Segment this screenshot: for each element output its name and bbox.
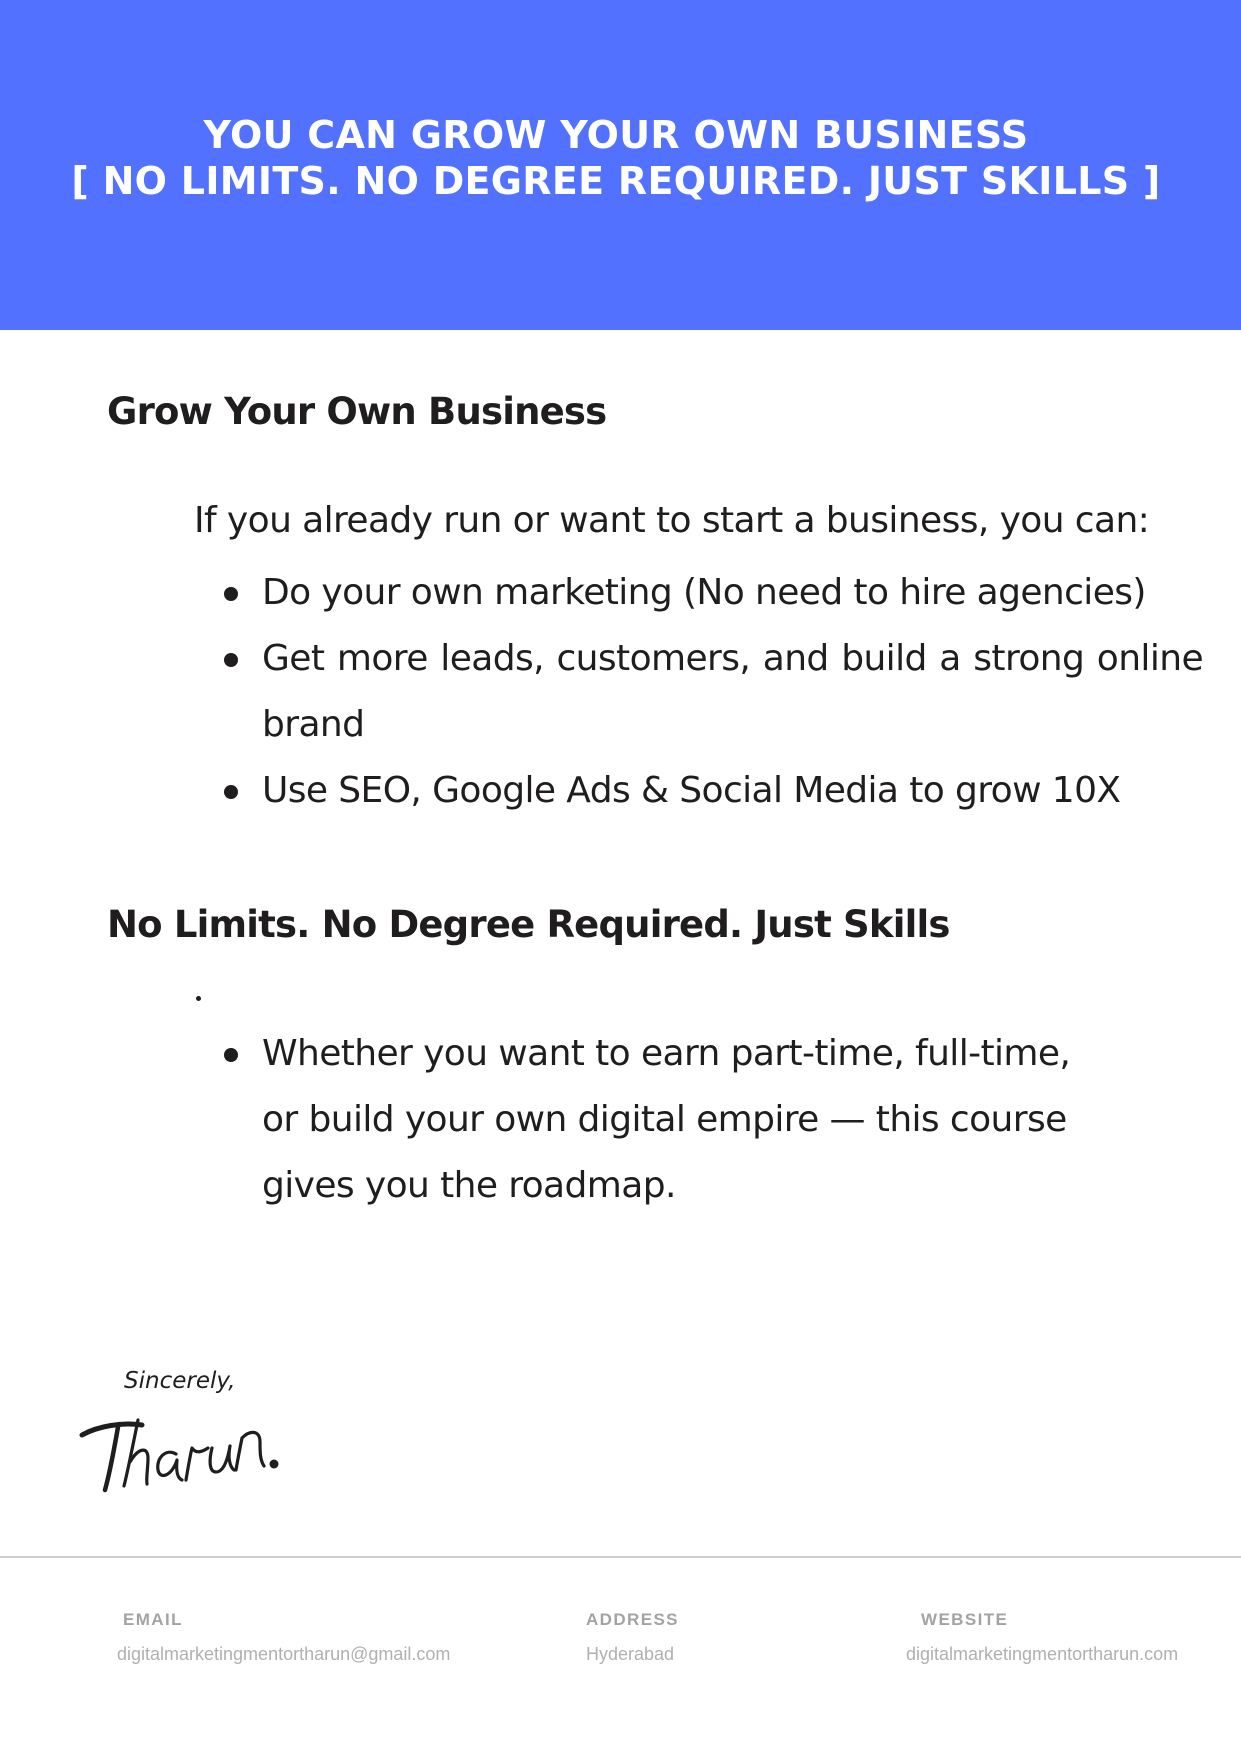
title-line-2: [ NO LIMITS. NO DEGREE REQUIRED. JUST SKILLS ] (71, 159, 1161, 203)
list-item (0, 1021, 1120, 1219)
section-heading-grow-business: Grow Your Own Business (107, 390, 607, 433)
address-label: ADDRESS (586, 1610, 679, 1629)
header-banner (0, 0, 1241, 330)
list-item-text: Do your own marketing (No need to hire agencies) (262, 572, 1146, 613)
list-item-text: Get more leads, customers, and build a strong online brand (262, 638, 1203, 745)
bullet-icon (224, 653, 238, 667)
roadmap-list (0, 1021, 1120, 1219)
intro-text: If you already run or want to start a business, you can: (194, 500, 1150, 541)
bullet-icon (224, 785, 238, 799)
bullet-icon (224, 587, 238, 601)
bullet-icon (224, 1048, 238, 1062)
salutation: Sincerely, (124, 1368, 236, 1394)
footer-divider (0, 1556, 1241, 1558)
section-heading-no-limits: No Limits. No Degree Required. Just Skills (107, 903, 950, 946)
email-label: EMAIL (123, 1610, 183, 1629)
footer-email (117, 1610, 450, 1665)
website-value[interactable]: digitalmarketingmentortharun.com (906, 1644, 1179, 1664)
list-item (0, 560, 1203, 626)
list-item-line: or build your own digital empire — this course (262, 1099, 1067, 1140)
list-item-line: Whether you want to earn part-time, full-time, (262, 1033, 1071, 1074)
website-label: WEBSITE (921, 1610, 1009, 1629)
list-item (0, 626, 1203, 758)
email-value[interactable]: digitalmarketingmentortharun@gmail.com (117, 1644, 451, 1664)
signature-image (78, 1390, 298, 1500)
footer-address (586, 1610, 679, 1665)
list-item-text: Use SEO, Google Ads & Social Media to grow 10X (262, 770, 1121, 811)
list-item (0, 758, 1203, 824)
footer-website (906, 1610, 1178, 1665)
page-title (0, 112, 1232, 204)
title-line-1: YOU CAN GROW YOUR OWN BUSINESS (203, 113, 1029, 157)
stray-dot (196, 996, 201, 1001)
list-item-line: gives you the roadmap. (262, 1165, 676, 1206)
benefits-list (0, 560, 1203, 824)
address-value: Hyderabad (586, 1644, 675, 1664)
